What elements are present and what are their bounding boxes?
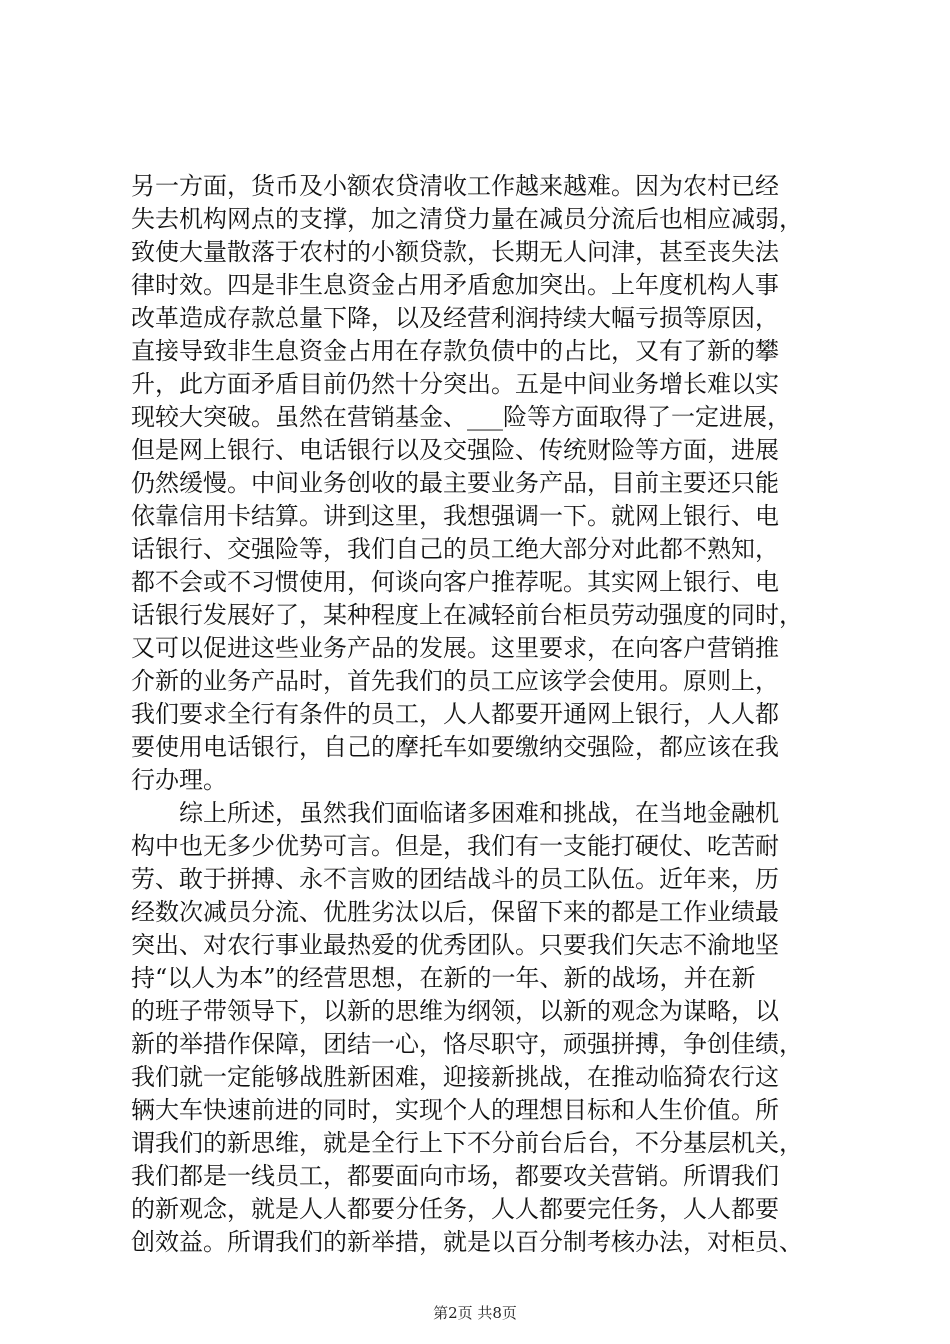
text-line: 我们都是一线员工，都要面向市场，都要攻关营销。所谓我们 <box>131 1162 779 1190</box>
body-text <box>131 170 851 1259</box>
text-line: 律时效。四是非生息资金占用矛盾愈加突出。上年度机构人事 <box>131 271 779 299</box>
text-line: 另一方面，货币及小额农贷清收工作越来越难。因为农村已经 <box>131 172 779 200</box>
text-line: 我们就一定能够战胜新困难，迎接新挑战，在推动临猗农行这 <box>131 1063 779 1091</box>
text-line: 谓我们的新思维，就是全行上下不分前台后台，不分基层机关， <box>131 1129 803 1157</box>
text-line: 行办理。 <box>131 766 227 794</box>
text-line: 辆大车快速前进的同时，实现个人的理想目标和人生价值。所 <box>131 1096 779 1124</box>
text-line: 劳、敢于拼搏、永不言败的团结战斗的员工队伍。近年来，历 <box>131 865 779 893</box>
text-line: 话银行发展好了，某种程度上在减轻前台柜员劳动强度的同时， <box>131 601 803 629</box>
text-line: 都不会或不习惯使用，何谈向客户推荐呢。其实网上银行、电 <box>131 568 779 596</box>
text-line: 升，此方面矛盾目前仍然十分突出。五是中间业务增长难以实 <box>131 370 779 398</box>
text-line: 仍然缓慢。中间业务创收的最主要业务产品，目前主要还只能 <box>131 469 779 497</box>
text-line: 要使用电话银行，自己的摩托车如要缴纳交强险，都应该在我 <box>131 733 779 761</box>
text-line: 现较大突破。虽然在营销基金、___险等方面取得了一定进展， <box>131 403 791 431</box>
text-line: 我们要求全行有条件的员工，人人都要开通网上银行，人人都 <box>131 700 779 728</box>
text-line: 持“以人为本”的经营思想，在新的一年、新的战场，并在新 <box>131 964 756 992</box>
text-line: 但是网上银行、电话银行以及交强险、传统财险等方面，进展 <box>131 436 779 464</box>
text-line: 致使大量散落于农村的小额贷款，长期无人问津，甚至丧失法 <box>131 238 779 266</box>
text-line: 新的举措作保障，团结一心，恪尽职守，顽强拼搏，争创佳绩， <box>131 1030 803 1058</box>
text-line: 创效益。所谓我们的新举措，就是以百分制考核办法，对柜员、 <box>131 1228 803 1256</box>
text-line: 改革造成存款总量下降，以及经营利润持续大幅亏损等原因， <box>131 304 779 332</box>
text-line: 经数次减员分流、优胜劣汰以后，保留下来的都是工作业绩最 <box>131 898 779 926</box>
text-line: 突出、对农行事业最热爱的优秀团队。只要我们矢志不渝地坚 <box>131 931 779 959</box>
text-line: 介新的业务产品时，首先我们的员工应该学会使用。原则上， <box>131 667 779 695</box>
text-line: 的班子带领导下，以新的思维为纲领，以新的观念为谋略，以 <box>131 997 779 1025</box>
text-line: 失去机构网点的支撑，加之清贷力量在减员分流后也相应减弱， <box>131 205 803 233</box>
text-line: 直接导致非生息资金占用在存款负债中的占比，又有了新的攀 <box>131 337 779 365</box>
text-line: 的新观念，就是人人都要分任务，人人都要完任务，人人都要 <box>131 1195 779 1223</box>
page-footer: 第2页 共8页 <box>433 1304 517 1322</box>
text-line: 又可以促进这些业务产品的发展。这里要求，在向客户营销推 <box>131 634 779 662</box>
text-line: 综上所述，虽然我们面临诸多困难和挑战，在当地金融机 <box>179 799 779 827</box>
text-line: 话银行、交强险等，我们自己的员工绝大部分对此都不熟知， <box>131 535 779 563</box>
text-line: 构中也无多少优势可言。但是，我们有一支能打硬仗、吃苦耐 <box>131 832 779 860</box>
text-line: 依靠信用卡结算。讲到这里，我想强调一下。就网上银行、电 <box>131 502 779 530</box>
